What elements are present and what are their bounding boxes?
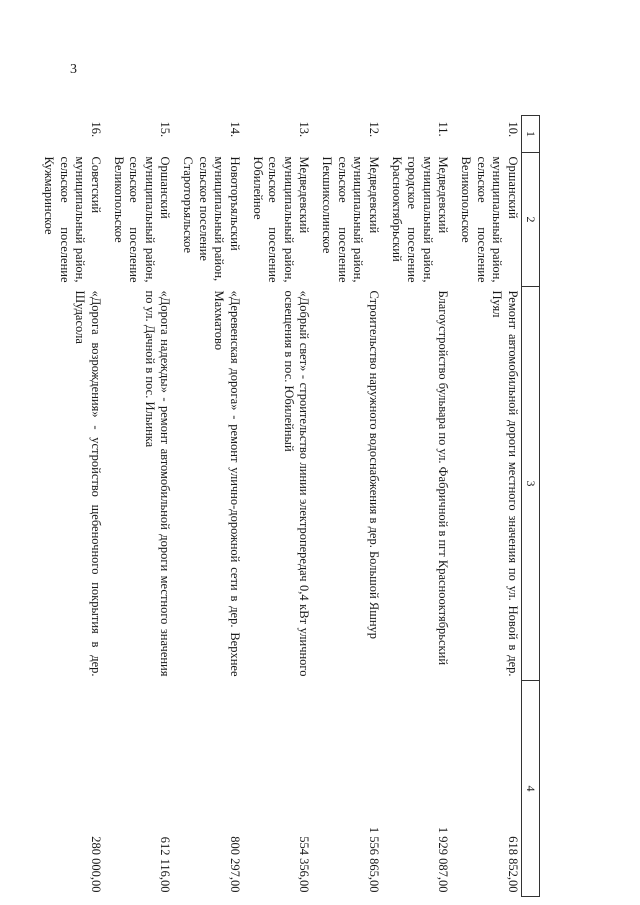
column-header-1: 1: [522, 116, 540, 153]
row-number: 14.: [228, 121, 242, 138]
table-row: [313, 116, 383, 897]
rotated-page-content: [42, 115, 540, 893]
page-number: 3: [70, 62, 77, 77]
row-project: «Дорога возрождения» - устройство щебеночного покрытия в дер. Шудасола: [73, 290, 103, 677]
row-amount: 1 929 087,00: [436, 826, 451, 893]
row-number: 16.: [89, 121, 103, 138]
table-row: [382, 116, 452, 897]
row-amount: 1 556 865,00: [367, 826, 381, 893]
table-row: [174, 116, 244, 897]
row-number: 13.: [297, 121, 312, 138]
projects-table: [35, 115, 541, 897]
row-district: Оршанский муниципальный район, сельское поселение Великопольское: [459, 156, 520, 283]
row-number: 11.: [436, 121, 451, 137]
row-amount: 618 852,00: [506, 836, 520, 893]
row-amount: 800 297,00: [228, 836, 242, 893]
row-district: Новоторъяльский муниципальный район, сельское поселение Староторъяльское: [181, 156, 242, 282]
row-number: 12.: [367, 121, 381, 138]
row-number: 10.: [506, 121, 520, 138]
table-header-row: [522, 116, 540, 897]
row-amount: 554 356,00: [297, 836, 312, 893]
column-header-4: 4: [522, 681, 540, 897]
row-district: Медведевский муниципальный район, сельское поселение Пекшиксолинское: [320, 156, 381, 283]
row-district: Оршанский муниципальный район, сельское поселение Великопольское: [111, 156, 173, 283]
column-header-3: 3: [522, 287, 540, 681]
row-project: «Добрый свет» - строительство линии электропередач 0,4 кВт уличного освещения в пос. Юбилейный: [281, 290, 312, 677]
row-amount: 612 116,00: [158, 836, 173, 893]
column-header-2: 2: [522, 153, 540, 287]
table-row: [104, 116, 174, 897]
row-number: 15.: [158, 121, 173, 138]
row-project: Благоустройство бульвара по ул. Фабричной в пгт Краснооктябрьский: [436, 290, 451, 666]
row-amount: 280 000,00: [89, 836, 103, 893]
row-project: Ремонт автомобильной дороги местного значения по ул. Новой в дер. Пуял: [490, 290, 520, 677]
row-district: Советский муниципальный район, сельское поселение Кужмаринское: [42, 156, 103, 283]
row-project: «Дорога надежды» - ремонт автомобильной дороги местного значения по ул. Дачной в пос. Ильинка: [142, 290, 173, 677]
table-row: [243, 116, 313, 897]
table-row: [452, 116, 522, 897]
row-district: Медведевский муниципальный район, сельское поселение Юбилейное: [250, 156, 312, 283]
row-district: Медведевский муниципальный район, городское поселение Краснооктябрьский: [389, 156, 451, 283]
row-project: «Деревенская дорога» - ремонт улично-дорожной сети в дер. Верхнее Махматово: [212, 290, 242, 677]
row-project: Строительство наружного водоснабжения в дер. Большой Яшнур: [367, 290, 381, 640]
table-row: [35, 116, 105, 897]
